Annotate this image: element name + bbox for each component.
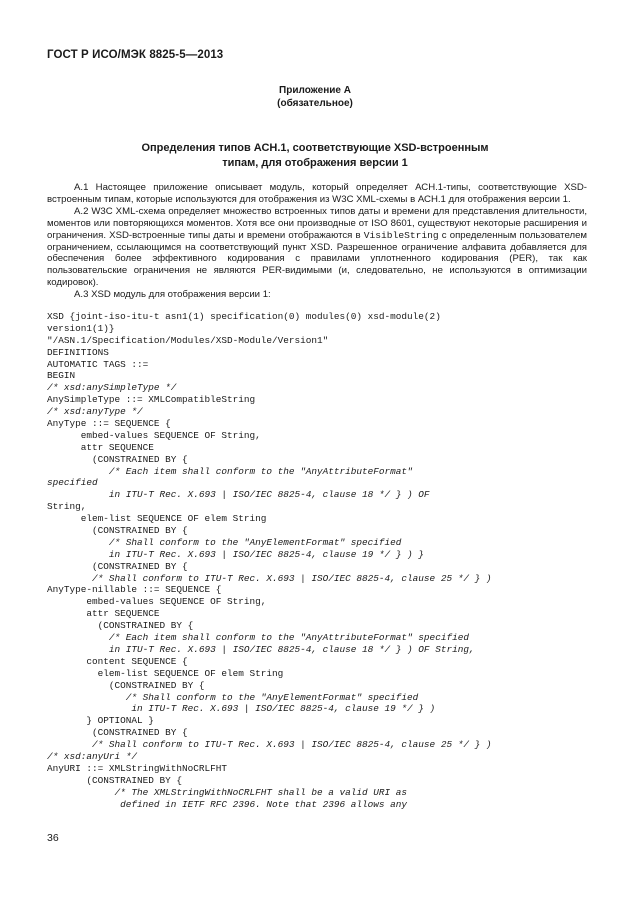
asn1-code-listing <box>47 311 607 810</box>
paragraph-a1: А.1 Настоящее приложение описывает модуль, который определяет АСН.1-типы, соответствующие XSD-встроенным типам, которые используются для отображения из W3C XML-схемы в АСН.1 для отображения версии 1. <box>47 182 587 205</box>
body-text <box>47 182 587 301</box>
code-line: embed-values SEQUENCE OF String, <box>47 596 267 608</box>
code-line: DEFINITIONS <box>47 346 109 358</box>
code-line: (CONSTRAINED BY { <box>47 525 188 537</box>
section-title-line-1: Определения типов АСН.1, соответствующие XSD-встроенным <box>141 142 489 154</box>
code-line: (CONSTRAINED BY { <box>47 620 194 632</box>
paragraph-a3: А.3 XSD модуль для отображения версии 1: <box>74 289 271 301</box>
code-line: /* xsd:anySimpleType */ <box>47 382 177 394</box>
code-line: attr SEQUENCE <box>47 608 160 620</box>
code-line: /* Shall conform to ITU-T Rec. X.693 | ISO/IEC 8825-4, clause 25 */ } ) <box>47 739 492 751</box>
code-line: XSD {joint-iso-itu-t asn1(1) specification(0) modules(0) xsd-module(2) <box>47 311 441 322</box>
code-line: BEGIN <box>47 370 76 382</box>
code-line: AnyType-nillable ::= SEQUENCE { <box>47 584 222 596</box>
section-title-line-2: типам, для отображения версии 1 <box>222 156 408 169</box>
code-line: AnySimpleType ::= XMLCompatibleString <box>47 394 256 406</box>
code-line: /* Each item shall conform to the "AnyAttributeFormat" <box>47 465 413 477</box>
code-line: /* Each item shall conform to the "AnyAttributeFormat" specified <box>47 632 469 644</box>
paragraph-a2-start: А.2 W3C XML-схема определяет множество встроенных типов даты и времени для представления длительности, моментов или повторяющихся моментов. Хотя все они производные от ISO 8601, существуют некоторые расширения и ограничения. XSD-встроенные типы даты и времени отображаются в <box>47 205 587 241</box>
code-line: defined in IETF RFC 2396. Note that 2396 allows any <box>47 798 408 810</box>
code-line: embed-values SEQUENCE OF String, <box>47 429 261 441</box>
code-line: AnyURI ::= XMLStringWithNoCRLFHT <box>47 762 228 774</box>
code-line: (CONSTRAINED BY { <box>47 453 188 465</box>
paragraph-a2-end: с определенным пользователем ограничением, ссылающимся на соответствующий пункт XSD. Разрешенное ограничение алфавита добавляется для обеспечения более эффективного кодирования с правилами уплотненного кодирования (PER), так как пользовательские ограничения не являются PER-видимыми (и, следовательно, не используются в оптимизации кодировок). <box>47 229 587 289</box>
code-line: /* xsd:anyType */ <box>47 406 143 418</box>
code-line: /* xsd:anyUri */ <box>47 750 138 762</box>
code-line: /* Shall conform to the "AnyElementFormat" specified <box>47 536 402 548</box>
code-line: in ITU-T Rec. X.693 | ISO/IEC 8825-4, clause 19 */ } ) } <box>47 548 424 560</box>
code-line: specified <box>47 477 98 489</box>
code-line: elem-list SEQUENCE OF elem String <box>47 513 267 525</box>
annex-status: (обязательное) <box>277 98 353 109</box>
annex-heading <box>0 84 630 110</box>
code-line: (CONSTRAINED BY { <box>47 774 183 786</box>
code-line: elem-list SEQUENCE OF elem String <box>47 667 284 679</box>
annex-label: Приложение А <box>279 85 351 96</box>
code-line: version1(1)} <box>47 322 115 334</box>
code-line: (CONSTRAINED BY { <box>47 727 188 739</box>
code-line: } OPTIONAL } <box>47 715 154 727</box>
paragraph-a2 <box>47 206 587 289</box>
inline-code-visiblestring: VisibleString <box>363 229 439 241</box>
section-title <box>0 141 630 170</box>
code-line: in ITU-T Rec. X.693 | ISO/IEC 8825-4, clause 19 */ } ) <box>47 703 436 715</box>
code-line: content SEQUENCE { <box>47 655 188 667</box>
code-line: attr SEQUENCE <box>47 441 154 453</box>
page-number: 36 <box>47 832 59 844</box>
code-line: AUTOMATIC TAGS ::= <box>47 358 149 370</box>
code-line: in ITU-T Rec. X.693 | ISO/IEC 8825-4, clause 18 */ } ) OF <box>47 489 430 501</box>
code-line: (CONSTRAINED BY { <box>47 679 205 691</box>
code-line: /* Shall conform to ITU-T Rec. X.693 | ISO/IEC 8825-4, clause 25 */ } ) <box>47 572 492 584</box>
code-line: "/ASN.1/Specification/Modules/XSD-Module/Version1" <box>47 334 329 346</box>
code-line: /* Shall conform to the "AnyElementFormat" specified <box>47 691 419 703</box>
document-header: ГОСТ Р ИСО/МЭК 8825-5—2013 <box>47 49 224 61</box>
code-line: /* The XMLStringWithNoCRLFHT shall be a valid URI as <box>47 786 408 798</box>
code-line: AnyType ::= SEQUENCE { <box>47 418 171 430</box>
code-line: String, <box>47 501 87 513</box>
code-line: (CONSTRAINED BY { <box>47 560 188 572</box>
code-line: in ITU-T Rec. X.693 | ISO/IEC 8825-4, clause 18 */ } ) OF String, <box>47 643 475 655</box>
